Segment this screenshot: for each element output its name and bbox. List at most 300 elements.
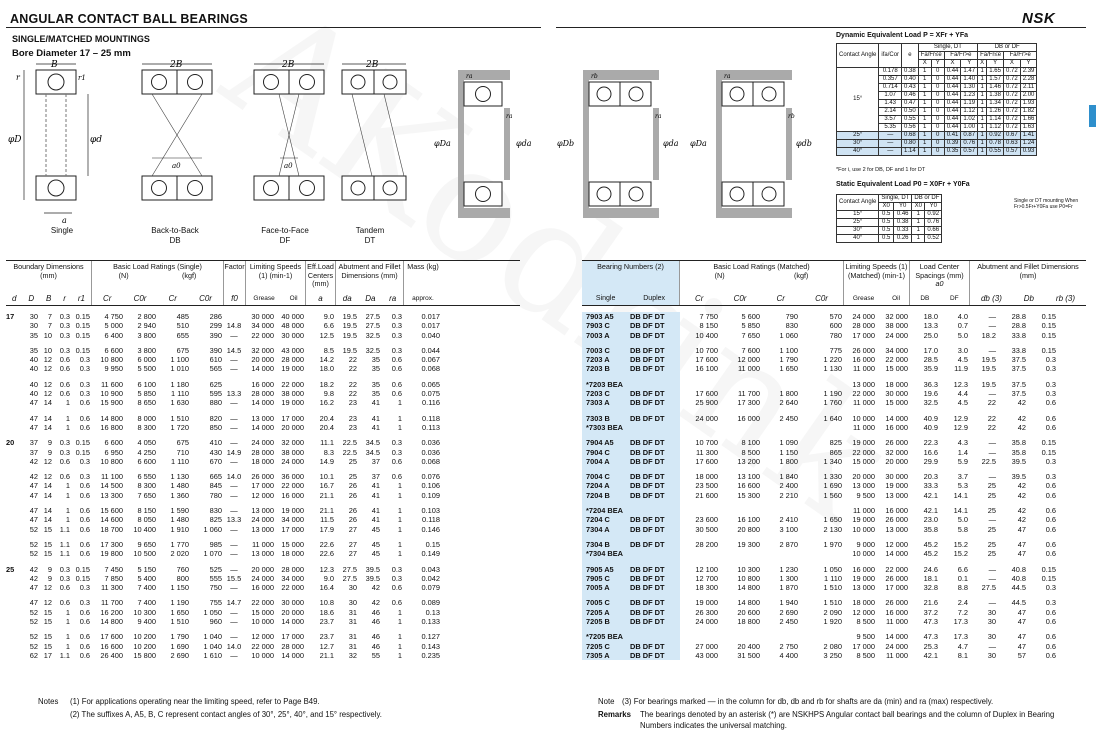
bearing-number-cell: *7203 BEA xyxy=(586,379,623,389)
table-cell: 750 xyxy=(209,583,222,593)
duplex-cell: DB DF DT xyxy=(630,490,665,500)
table-cell: 5.0 xyxy=(957,330,968,340)
table-cell: 7.2 xyxy=(957,607,968,617)
table-cell: 33.8 xyxy=(1011,330,1026,340)
table-cell: 15 xyxy=(43,524,52,534)
table-cell: 755 xyxy=(209,598,222,608)
table-cell: 0.15 xyxy=(75,573,90,583)
table-cell: 14 000 xyxy=(281,650,304,660)
table-cell: 12.3 xyxy=(953,379,968,389)
table-cell xyxy=(224,380,246,389)
table-cell: 960 xyxy=(209,617,222,627)
table-cell: 1 040 xyxy=(203,641,222,651)
table-row xyxy=(582,574,1086,583)
table-cell: 45.2 xyxy=(923,539,938,549)
table-cell: 15 000 xyxy=(251,607,274,617)
table-row xyxy=(582,355,1086,364)
table-cell: 22.3 xyxy=(923,438,938,448)
table-cell: 555 xyxy=(209,573,222,583)
table-cell: 42 xyxy=(29,472,38,482)
table-cell: 35 xyxy=(29,330,38,340)
table-cell: 1 650 xyxy=(779,364,798,374)
table-cell: 22 000 xyxy=(251,641,274,651)
table-cell: 1 110 xyxy=(824,573,842,583)
table-cell: 0.7 xyxy=(957,321,968,331)
table-cell xyxy=(720,380,762,389)
table-cell: 22 000 xyxy=(281,379,304,389)
table-cell: 19 000 xyxy=(852,573,875,583)
table-cell xyxy=(800,632,844,641)
table-cell: 16.2 xyxy=(319,398,334,408)
table-cell: 0.6 xyxy=(1045,515,1056,525)
table-cell: 17.3 xyxy=(953,617,968,627)
table-cell: 62 xyxy=(29,650,38,660)
table-cell: 10 000 xyxy=(852,413,875,423)
table-cell: 37.5 xyxy=(1011,364,1026,374)
table-cell: 52 xyxy=(29,632,38,642)
table-cell: 0.3 xyxy=(59,345,70,355)
table-cell: 1 650 xyxy=(170,607,189,617)
svg-text:φDa: φDa xyxy=(434,139,451,148)
table-cell: 47 xyxy=(29,490,38,500)
table-cell: 47 xyxy=(1017,539,1026,549)
table-cell: 22 000 xyxy=(281,583,304,593)
table-cell: 10 000 xyxy=(251,617,274,627)
table-cell: 0.15 xyxy=(75,312,90,321)
table-cell: 19 000 xyxy=(852,515,875,525)
table-cell: 28 200 xyxy=(695,539,718,549)
table-cell: 40.9 xyxy=(923,422,938,432)
table-cell: 2 400 xyxy=(779,481,798,491)
bearing-number-cell: 7005 A xyxy=(586,583,610,593)
table-cell: 2 800 xyxy=(137,312,156,321)
caption-tandem: Tandem DT xyxy=(355,226,385,245)
right-row-group xyxy=(582,472,1086,500)
table-cell: 8.3 xyxy=(323,447,334,457)
table-cell: 37 xyxy=(371,472,380,482)
table-cell: 28 000 xyxy=(281,641,304,651)
table-cell: 13 000 xyxy=(852,379,875,389)
right-table-header: Bearing Numbers (2) Single Duplex Basic Load Ratings (Matched) (N) (kgf) Cr C0r Cr C0r Limiting Speeds (1) (Matched) (min-1) Grease Oil Load Center Spacings (mm) a0 DB DF Abutment and Fillet Dimensions (mm) db (3) Db rb (3) xyxy=(582,260,1086,306)
table-cell: 14 xyxy=(43,398,52,408)
table-cell: 15.2 xyxy=(953,549,968,559)
table-cell: 0.15 xyxy=(1041,330,1056,340)
table-cell: 0.6 xyxy=(79,650,90,660)
table-cell: 43 000 xyxy=(281,345,304,355)
table-cell: 14 000 xyxy=(251,364,274,374)
table-row xyxy=(582,398,1086,407)
footnote-1: (1) For applications operating near the limiting speed, refer to Page B49. xyxy=(70,697,320,706)
table-cell: 2 450 xyxy=(779,413,798,423)
table-cell: 1.1 xyxy=(59,524,70,534)
table-cell: 15 xyxy=(43,539,52,549)
table-row xyxy=(582,448,1086,457)
table-cell: 0.040 xyxy=(421,330,440,340)
table-cell: 595 xyxy=(209,389,222,399)
table-cell: 2 750 xyxy=(779,641,798,651)
table-cell: 286 xyxy=(209,312,222,321)
table-cell: 7 450 xyxy=(104,564,123,574)
table-cell: 1 510 xyxy=(170,413,189,423)
table-cell: 0.3 xyxy=(59,573,70,583)
stat-row: 15° 0.5 0.46 1 0.92 xyxy=(837,211,942,219)
table-row xyxy=(6,398,520,407)
table-cell: 19 000 xyxy=(281,506,304,516)
table-cell: 1 xyxy=(397,506,402,516)
table-cell: 52 xyxy=(29,549,38,559)
table-cell: 32 000 xyxy=(251,345,274,355)
table-row xyxy=(6,540,520,549)
table-cell: 0.15 xyxy=(1041,345,1056,355)
table-cell: 7 850 xyxy=(104,573,123,583)
table-cell: 5 400 xyxy=(137,573,156,583)
table-cell: 0.3 xyxy=(79,389,90,399)
table-cell: 47 xyxy=(29,506,38,516)
bore-d-cell: 20 xyxy=(6,438,15,448)
table-cell: 1 040 xyxy=(203,632,222,642)
table-cell: 28.8 xyxy=(1011,321,1026,331)
table-cell: 17.3 xyxy=(953,632,968,642)
table-cell: 1 xyxy=(397,524,402,534)
table-row xyxy=(6,617,520,626)
right-row-group xyxy=(582,312,1086,340)
table-cell: 0.036 xyxy=(421,447,440,457)
remarks-label: Remarks xyxy=(598,710,631,719)
table-cell: — xyxy=(230,607,238,617)
table-cell: 625 xyxy=(209,379,222,389)
table-row xyxy=(6,491,520,500)
right-row-group xyxy=(582,565,1086,593)
table-cell: 16 100 xyxy=(695,364,718,374)
table-cell: 32 xyxy=(348,650,357,660)
svg-text:2B: 2B xyxy=(170,60,183,70)
footnote-3: (3) For bearings marked — in the column for db, db and rb for shafts are da (min) and ra (max) respectively. xyxy=(622,697,994,706)
table-cell: 23 600 xyxy=(695,515,718,525)
table-cell xyxy=(224,312,246,321)
table-row xyxy=(6,414,520,423)
bearing-number-cell: 7004 A xyxy=(586,456,610,466)
bore-d-cell xyxy=(6,651,23,660)
table-cell: — xyxy=(988,447,996,457)
bearing-number-cell: 7905 A5 xyxy=(586,564,614,574)
table-cell: 14.8 xyxy=(226,321,242,331)
table-cell: 0.3 xyxy=(391,321,402,331)
table-cell: 10.1 xyxy=(319,472,334,482)
stat-row: 40° 0.5 0.26 1 0.52 xyxy=(837,235,942,243)
table-cell: 24 000 xyxy=(885,330,908,340)
table-cell: 1 060 xyxy=(203,524,222,534)
table-cell: 19 000 xyxy=(695,598,718,608)
table-cell: 775 xyxy=(829,345,842,355)
table-cell: 11 700 xyxy=(100,598,123,608)
table-cell xyxy=(762,632,800,641)
table-cell: 22 xyxy=(987,398,996,408)
duplex-cell: DB DF DT xyxy=(630,355,665,365)
table-cell: 8 650 xyxy=(137,398,156,408)
table-cell: 0.044 xyxy=(421,345,440,355)
table-cell: 0.6 xyxy=(79,506,90,516)
table-cell: 27.5 xyxy=(342,564,357,574)
svg-text:ra: ra xyxy=(655,113,662,120)
table-cell: 31 500 xyxy=(737,650,760,660)
table-cell: 10 800 xyxy=(737,573,760,583)
table-cell: 37 xyxy=(371,456,380,466)
table-cell: 0.149 xyxy=(421,549,440,559)
table-cell: 17 000 xyxy=(852,330,875,340)
table-cell: 16 000 xyxy=(852,355,875,365)
table-cell: 5 500 xyxy=(137,364,156,374)
table-cell: — xyxy=(230,422,238,432)
table-cell: 1 840 xyxy=(779,472,798,482)
table-cell: 1.1 xyxy=(59,650,70,660)
table-cell: 7 xyxy=(47,312,52,321)
table-cell: 26 400 xyxy=(100,650,123,660)
table-cell: 28 000 xyxy=(281,564,304,574)
table-row xyxy=(6,608,520,617)
bearing-number-cell: 7204 C xyxy=(586,515,610,525)
table-cell: 1 xyxy=(65,398,70,408)
table-cell: 22 000 xyxy=(251,598,274,608)
table-cell: 670 xyxy=(209,456,222,466)
bore-d-cell xyxy=(6,331,23,340)
section-tab xyxy=(1089,105,1096,127)
table-cell: 2 690 xyxy=(779,607,798,617)
table-cell: 1 xyxy=(397,398,402,408)
bore-d-cell xyxy=(6,457,23,466)
dyn-row: 40° — 1.14 1 0 0.35 0.57 1 0.55 0.57 0.93 xyxy=(837,148,1037,156)
table-cell: 0.3 xyxy=(59,564,70,574)
table-cell: 18 000 xyxy=(281,549,304,559)
bearing-number-cell: 7303 B xyxy=(586,413,610,423)
table-cell: 31 xyxy=(348,607,357,617)
table-cell: 26 xyxy=(348,481,357,491)
table-cell: 30 500 xyxy=(695,524,718,534)
table-cell: 16 800 xyxy=(100,422,123,432)
table-cell: 6 600 xyxy=(104,345,123,355)
table-cell: 40 xyxy=(29,379,38,389)
table-cell: 0.6 xyxy=(79,490,90,500)
table-cell: 20 800 xyxy=(737,524,760,534)
table-cell: 0.6 xyxy=(1045,641,1056,651)
brand-logo: NSK xyxy=(1022,10,1056,27)
table-cell: 11 000 xyxy=(852,506,875,516)
table-cell: 38 000 xyxy=(885,321,908,331)
bearing-number-cell: *7205 BEA xyxy=(586,632,623,642)
table-cell xyxy=(680,549,720,558)
table-cell: 0.3 xyxy=(391,330,402,340)
table-cell: 4.7 xyxy=(957,641,968,651)
table-cell: 12 000 xyxy=(885,539,908,549)
table-cell: 825 xyxy=(829,438,842,448)
table-cell: 37.2 xyxy=(923,607,938,617)
table-cell: 0.6 xyxy=(1045,617,1056,627)
table-cell: 20 000 xyxy=(885,456,908,466)
table-cell: — xyxy=(230,456,238,466)
table-cell xyxy=(762,380,800,389)
table-row xyxy=(582,312,1086,321)
bearing-number-cell: 7305 A xyxy=(586,650,610,660)
table-cell: 9 xyxy=(47,573,52,583)
table-cell: 0.6 xyxy=(1045,650,1056,660)
bearing-number-cell: 7003 A xyxy=(586,330,610,340)
table-cell: 32.5 xyxy=(365,345,380,355)
table-cell: 2 020 xyxy=(170,549,189,559)
bore-d-cell xyxy=(6,525,23,534)
table-cell: 23.0 xyxy=(923,515,938,525)
table-cell: 0.6 xyxy=(391,456,402,466)
table-cell: 42 xyxy=(1017,515,1026,525)
dyn-row: 3.57 0.55 1 0 0.44 1.02 1 1.14 0.72 1.66 xyxy=(837,116,1037,124)
svg-text:rb: rb xyxy=(788,113,795,120)
table-cell: 1 150 xyxy=(779,447,798,457)
table-row xyxy=(582,423,1086,432)
table-cell: 47 xyxy=(1017,524,1026,534)
right-row-group xyxy=(582,346,1086,374)
bearing-number-cell: 7205 A xyxy=(586,607,610,617)
table-row xyxy=(582,642,1086,651)
table-cell: 40 000 xyxy=(281,312,304,321)
table-cell: 31 xyxy=(348,641,357,651)
bore-d-cell xyxy=(6,364,23,373)
table-row xyxy=(6,632,520,641)
table-cell: 9 650 xyxy=(137,539,156,549)
duplex-cell: DB DF DT xyxy=(630,389,665,399)
table-cell: 299 xyxy=(209,321,222,331)
table-cell: 5.3 xyxy=(957,481,968,491)
table-cell: 30 xyxy=(987,617,996,627)
table-row xyxy=(582,481,1086,490)
table-cell: 6 000 xyxy=(137,355,156,365)
table-cell: 25 xyxy=(987,481,996,491)
table-cell: 17 600 xyxy=(695,389,718,399)
static-load-table: Contact Angle Single, DT DB or DF X0 Y0 X0 Y0 15° 0.5 0.46 1 0.92 25° 0.5 0.38 1 0.76 30° 0.5 0.33 1 0.66 40° 0.5 0.26 1 0.52 xyxy=(836,194,942,243)
bearing-number-cell: *7204 BEA xyxy=(586,506,623,516)
table-cell: 19.5 xyxy=(342,321,357,331)
table-cell: 845 xyxy=(209,481,222,491)
svg-text:r: r xyxy=(16,73,20,82)
table-cell: — xyxy=(988,321,996,331)
table-cell: 27 xyxy=(348,539,357,549)
table-cell: 8 500 xyxy=(856,617,875,627)
table-cell: 11.1 xyxy=(320,438,334,448)
svg-text:rb: rb xyxy=(591,73,598,80)
duplex-cell: DB DF DT xyxy=(630,607,665,617)
table-cell: 16 000 xyxy=(251,583,274,593)
table-row xyxy=(6,574,520,583)
table-cell: 12.9 xyxy=(953,422,968,432)
table-cell: 1 xyxy=(65,413,70,423)
table-cell: 10 000 xyxy=(852,549,875,559)
table-cell: 17 000 xyxy=(281,632,304,642)
table-cell: 14 000 xyxy=(251,422,274,432)
table-cell: 11 600 xyxy=(100,379,123,389)
table-cell: 1 760 xyxy=(823,398,842,408)
table-cell: 0.3 xyxy=(1045,379,1056,389)
bearing-number-cell: 7204 B xyxy=(586,490,610,500)
dyn-row: 1.43 0.47 1 0 0.44 1.19 1 1.34 0.72 1.93 xyxy=(837,100,1037,108)
duplex-cell: DB DF DT xyxy=(630,539,665,549)
right-row-group xyxy=(582,380,1086,408)
table-cell: 19.5 xyxy=(342,345,357,355)
table-cell: 0.3 xyxy=(391,312,402,321)
bore-d-cell xyxy=(6,472,23,481)
table-cell: 0.6 xyxy=(1045,549,1056,559)
table-cell: 1 xyxy=(65,641,70,651)
table-cell: 16 600 xyxy=(100,641,123,651)
table-cell: 10 700 xyxy=(695,438,718,448)
table-cell: 1 xyxy=(397,490,402,500)
table-cell: 26 000 xyxy=(885,438,908,448)
bore-d-cell xyxy=(6,632,23,641)
table-cell: 30 xyxy=(987,632,996,642)
header-rule-left xyxy=(6,27,541,28)
table-cell: 37.5 xyxy=(1011,355,1026,365)
table-cell: 0.6 xyxy=(1045,506,1056,516)
table-cell: 0.079 xyxy=(421,583,440,593)
table-cell: 11 000 xyxy=(852,364,875,374)
left-row-group xyxy=(6,540,520,559)
table-cell: 22.5 xyxy=(981,456,996,466)
table-row xyxy=(582,346,1086,355)
table-cell: 30 xyxy=(29,312,38,321)
table-cell: 0.017 xyxy=(421,312,440,321)
table-cell: 19 800 xyxy=(100,549,123,559)
table-cell: 10 900 xyxy=(100,389,123,399)
page-subtitle: SINGLE/MATCHED MOUNTINGS xyxy=(12,34,150,44)
table-cell: 17 000 xyxy=(852,641,875,651)
table-cell: 1 110 xyxy=(171,456,189,466)
table-cell: 10 000 xyxy=(852,524,875,534)
table-cell: 14 000 xyxy=(281,617,304,627)
table-cell: 22 000 xyxy=(852,447,875,457)
table-cell: 710 xyxy=(176,447,189,457)
bearing-number-cell: 7203 B xyxy=(586,364,610,374)
duplex-cell: DB DF DT xyxy=(630,438,665,448)
table-cell: 0.6 xyxy=(59,379,70,389)
table-cell: 22 xyxy=(987,413,996,423)
table-cell: 865 xyxy=(829,447,842,457)
table-row xyxy=(6,549,520,558)
table-cell: 1 xyxy=(397,650,402,660)
table-cell: 14 000 xyxy=(885,549,908,559)
table-cell: 12 000 xyxy=(251,490,274,500)
table-cell: 21.1 xyxy=(319,490,334,500)
table-cell: 8.5 xyxy=(323,345,334,355)
table-cell: 0.6 xyxy=(1045,413,1056,423)
table-cell: 0.15 xyxy=(75,438,90,448)
table-cell: 21 600 xyxy=(695,490,718,500)
back-to-back-diagram xyxy=(132,58,222,226)
table-row xyxy=(6,312,520,321)
table-cell: 1 xyxy=(65,481,70,491)
table-cell: 1 xyxy=(397,607,402,617)
table-cell: 18.0 xyxy=(319,364,334,374)
table-cell: 42 xyxy=(371,598,380,608)
table-cell: 7 750 xyxy=(699,312,718,321)
table-cell: 1.1 xyxy=(59,539,70,549)
table-cell: 28 000 xyxy=(852,321,875,331)
table-cell: 18 000 xyxy=(885,379,908,389)
duplex-cell: DB DF DT xyxy=(630,481,665,491)
table-cell: 8.1 xyxy=(957,650,968,660)
table-cell: 27 xyxy=(348,549,357,559)
table-cell: 45.2 xyxy=(923,549,938,559)
table-cell: 18.2 xyxy=(319,379,334,389)
table-cell: 27.5 xyxy=(981,583,996,593)
bore-d-cell: 17 xyxy=(6,312,15,321)
table-cell: 32 000 xyxy=(885,447,908,457)
single-bearing-diagram xyxy=(6,58,106,226)
